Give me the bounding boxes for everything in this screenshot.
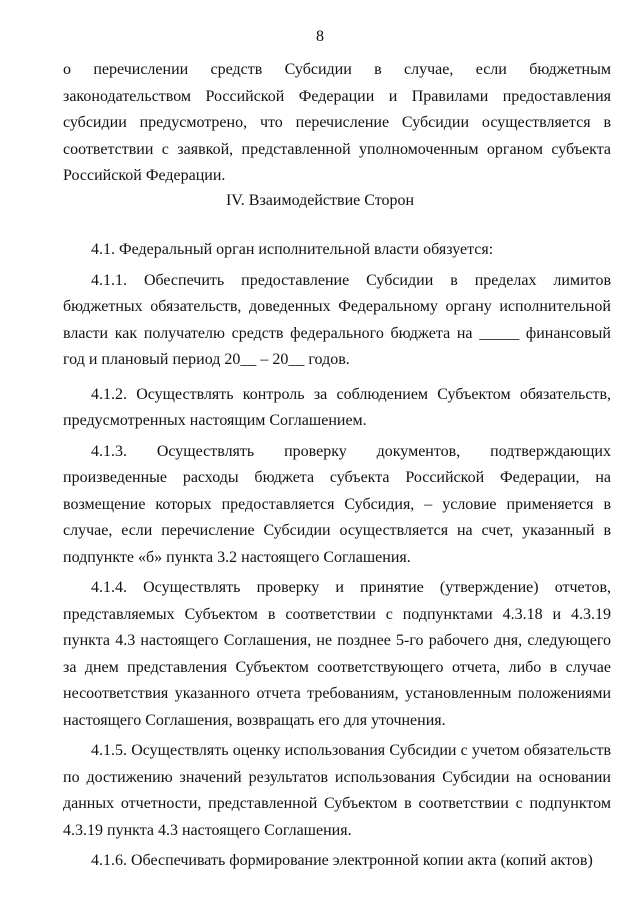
paragraph-4-1-2: 4.1.2. Осуществлять контроль за соблюдением Субъектом обязательств, предусмотренных настоящим Соглашением. bbox=[63, 385, 611, 429]
intro-paragraph: о перечислении средств Субсидии в случае, если бюджетным законодательством Российской Федерации и Правилами предоставления субсидии предусмотрено, что перечисление Субсидии осуществляется в соответствии с заявкой, представленной уполномоченным органом субъекта Российской Федерации. bbox=[63, 61, 611, 184]
paragraph-4-1-4: 4.1.4. Осуществлять проверку и принятие (утверждение) отчетов, представляемых Субъектом в соответствии с подпунктами 4.3.18 и 4.3.19 пункта 4.3 настоящего Соглашения, не позднее 5-го рабочего дня, следующего за днем представления Субъектом соответствующего отчета, либо в случае несоответствия указанного отчета требованиям, установленным положениями настоящего Соглашения, возвращать его для уточнения. bbox=[63, 579, 611, 729]
paragraph-4-1: 4.1. Федеральный орган исполнительной власти обязуется: bbox=[91, 241, 494, 258]
paragraph-4-1-5: 4.1.5. Осуществлять оценку использования Субсидии с учетом обязательств по достижению значений результатов использования Субсидии на основании данных отчетности, представленной Субъектом в соответствии с подпунктом 4.3.19 пункта 4.3 настоящего Соглашения. bbox=[63, 742, 611, 839]
paragraph-4-1-3: 4.1.3. Осуществлять проверку документов, подтверждающих произведенные расходы бюджета субъекта Российской Федерации, на возмещение которых предоставляется Субсидия, – условие применяется в случае, если перечисление Субсидии осуществляется на счет, указанный в подпункте «б» пункта 3.2 настоящего Соглашения. bbox=[63, 442, 611, 566]
paragraph-4-1-1: 4.1.1. Обеспечить предоставление Субсидии в пределах лимитов бюджетных обязательств, доведенных Федеральному органу исполнительной власти как получателю средств федерального бюджета на _____ финансовый год и плановый период 20__ – 20__ годов. bbox=[63, 271, 611, 368]
page-number: 8 bbox=[316, 28, 324, 45]
paragraph-4-1-6: 4.1.6. Обеспечивать формирование электронной копии акта (копий актов) bbox=[91, 852, 593, 869]
section-heading: IV. Взаимодействие Сторон bbox=[225, 192, 415, 209]
section-body bbox=[63, 237, 611, 879]
